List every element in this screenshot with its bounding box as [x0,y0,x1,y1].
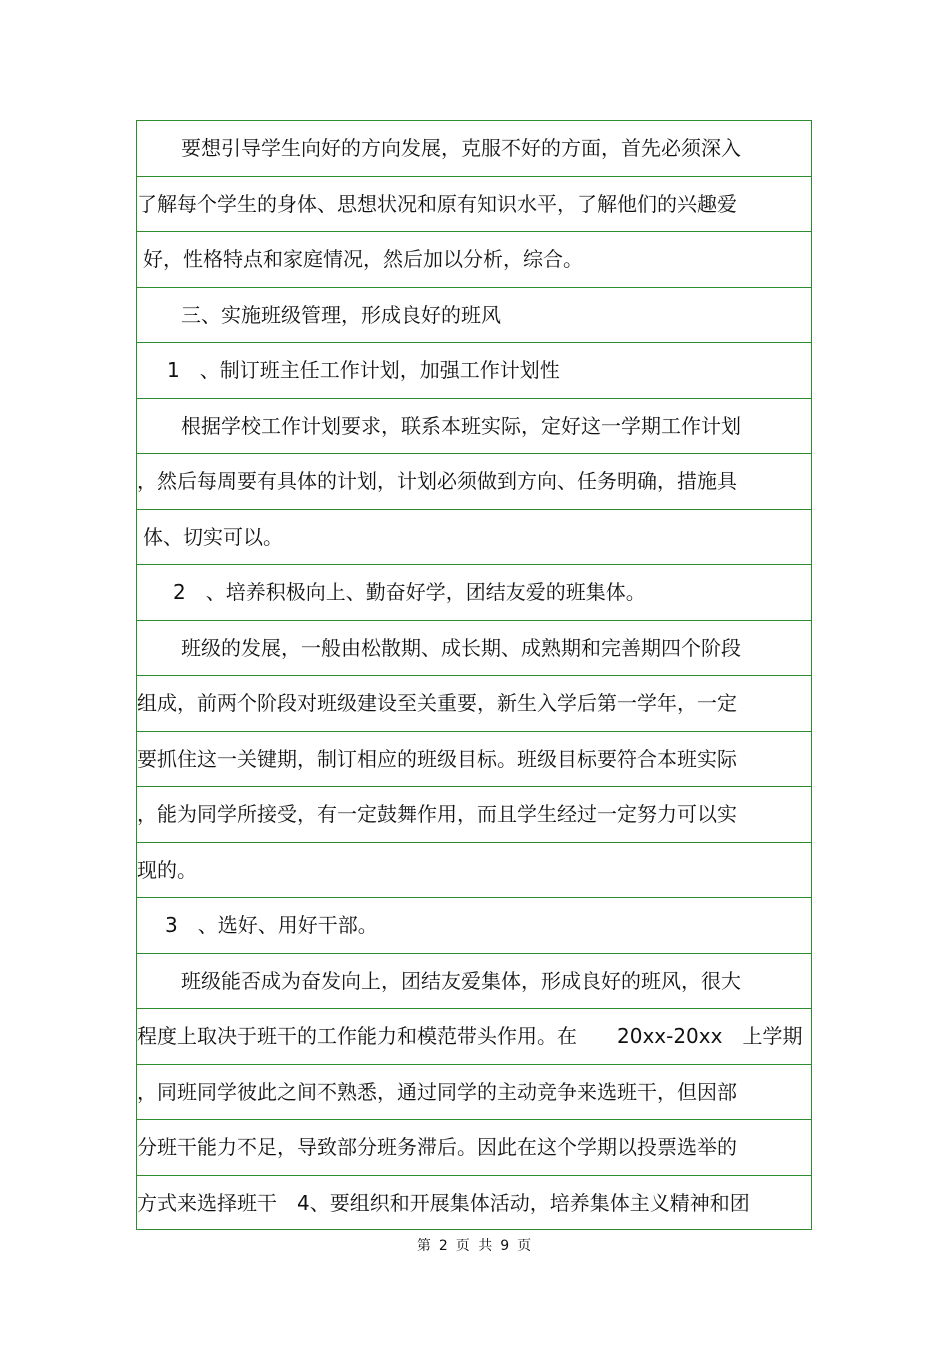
text-line: 班级的发展，一般由松散期、成长期、成熟期和完善期四个阶段 [137,621,811,677]
text-line: 2 、培养积极向上、勤奋好学，团结友爱的班集体。 [137,565,811,621]
text-line: 了解每个学生的身体、思想状况和原有知识水平，了解他们的兴趣爱 [137,177,811,233]
text-line: 好，性格特点和家庭情况，然后加以分析，综合。 [137,232,811,288]
text-line: 要想引导学生向好的方向发展，克服不好的方面，首先必须深入 [137,121,811,177]
footer-prefix: 第 [416,1238,433,1254]
text-line: 程度上取决于班干的工作能力和模范带头作用。在 20xx-20xx 上学期 [137,1009,811,1065]
text-line: 3 、选好、用好干部。 [137,898,811,954]
text-line: 三、实施班级管理，形成良好的班风 [137,288,811,344]
text-line: 1 、制订班主任工作计划，加强工作计划性 [137,343,811,399]
text-line: ，能为同学所接受，有一定鼓舞作用，而且学生经过一定努力可以实 [137,787,811,843]
text-line: ，然后每周要有具体的计划，计划必须做到方向、任务明确，措施具 [137,454,811,510]
text-line: 现的。 [137,843,811,899]
text-line: 组成，前两个阶段对班级建设至关重要，新生入学后第一学年，一定 [137,676,811,732]
footer-middle: 页 共 [455,1238,495,1254]
text-line: 根据学校工作计划要求，联系本班实际，定好这一学期工作计划 [137,399,811,455]
footer-suffix: 页 [517,1238,534,1254]
text-line: 方式来选择班干 4、要组织和开展集体活动，培养集体主义精神和团 [137,1190,750,1215]
text-line: ，同班同学彼此之间不熟悉，通过同学的主动竞争来选班干，但因部 [137,1065,811,1121]
footer-current-page: 2 [438,1238,450,1254]
page-footer [0,1236,950,1256]
text-line: 要抓住这一关键期，制订相应的班级目标。班级目标要符合本班实际 [137,732,811,788]
text-line: 班级能否成为奋发向上，团结友爱集体，形成良好的班风，很大 [137,954,811,1010]
footer-total-pages: 9 [500,1238,512,1254]
text-line: 分班干能力不足，导致部分班务滞后。因此在这个学期以投票选举的 [137,1120,811,1176]
ruled-text-frame [136,120,812,1230]
text-line: 体、切实可以。 [137,510,811,566]
